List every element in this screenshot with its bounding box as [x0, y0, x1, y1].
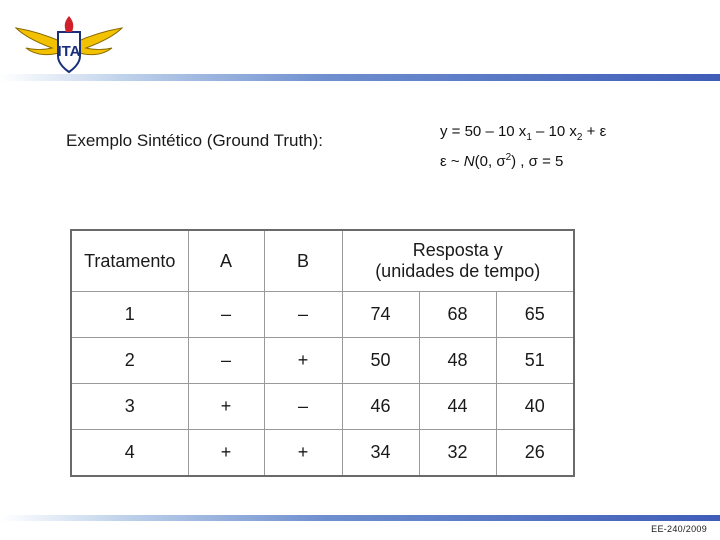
cell-b: + — [264, 338, 342, 384]
cell-response: 40 — [496, 384, 574, 430]
header-response — [342, 230, 574, 292]
logo-flame — [65, 16, 73, 32]
formula-part: ε ~ — [440, 153, 464, 170]
table-row — [71, 338, 574, 384]
cell-response: 34 — [342, 430, 419, 477]
formula-subscript: 1 — [526, 132, 532, 143]
cell-response: 46 — [342, 384, 419, 430]
header-b: B — [264, 230, 342, 292]
formula-subscript: 2 — [576, 132, 583, 143]
table-row — [71, 384, 574, 430]
cell-a: + — [188, 430, 264, 477]
cell-b: – — [264, 292, 342, 338]
formula-part: ) , σ = 5 — [511, 153, 564, 170]
cell-response: 26 — [496, 430, 574, 477]
cell-a: – — [188, 338, 264, 384]
table-header-row — [71, 230, 574, 292]
formula-part: – 10 x — [531, 123, 577, 140]
table-row — [71, 430, 574, 477]
cell-b: – — [264, 384, 342, 430]
footer-course-label: EE-240/2009 — [651, 524, 707, 534]
cell-b: + — [264, 430, 342, 477]
experiment-table — [70, 229, 575, 477]
cell-treatment: 1 — [71, 292, 188, 338]
cell-response: 74 — [342, 292, 419, 338]
cell-treatment: 3 — [71, 384, 188, 430]
cell-response: 51 — [496, 338, 574, 384]
cell-a: + — [188, 384, 264, 430]
table-row — [71, 292, 574, 338]
header-response-line2: (unidades de tempo) — [375, 261, 541, 281]
top-divider — [0, 74, 720, 81]
header-a: A — [188, 230, 264, 292]
bottom-divider — [0, 515, 720, 521]
formula-part: (0, σ — [474, 153, 506, 170]
cell-a: – — [188, 292, 264, 338]
logo-right-wing — [76, 28, 122, 55]
ita-logo — [14, 12, 124, 74]
cell-response: 68 — [419, 292, 496, 338]
formula-superscript: 2 — [505, 152, 512, 163]
logo-text: ITA — [57, 43, 81, 60]
cell-response: 32 — [419, 430, 496, 477]
logo-left-wing — [16, 28, 62, 55]
formula-part: + ε — [582, 123, 607, 140]
noise-formula — [440, 152, 563, 170]
slide-title: Exemplo Sintético (Ground Truth): — [66, 131, 324, 150]
model-formula — [440, 123, 606, 143]
formula-distribution: N — [463, 153, 475, 170]
cell-response: 65 — [496, 292, 574, 338]
cell-response: 48 — [419, 338, 496, 384]
cell-response: 50 — [342, 338, 419, 384]
cell-treatment: 2 — [71, 338, 188, 384]
header-treatment: Tratamento — [71, 230, 188, 292]
formula-part: y = 50 – 10 x — [440, 123, 527, 140]
cell-response: 44 — [419, 384, 496, 430]
header-response-line1: Resposta y — [412, 240, 503, 260]
cell-treatment: 4 — [71, 430, 188, 477]
